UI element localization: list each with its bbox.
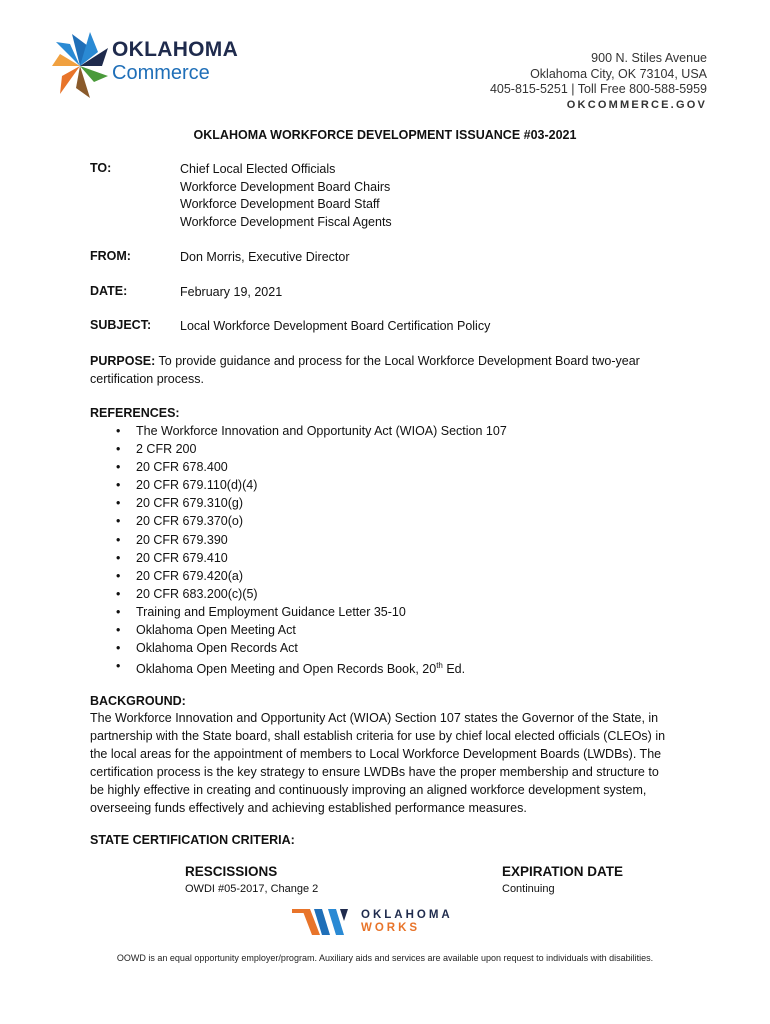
to-label: TO: [90, 161, 112, 175]
references-list [90, 422, 507, 678]
works-wordmark-oklahoma: OKLAHOMA [361, 909, 453, 921]
rescissions-value: OWDI #05-2017, Change 2 [185, 883, 319, 895]
background-line: certification process is the key strategy to ensure LWDBs have the proper membership and structure to [90, 765, 659, 779]
rescissions-heading: RESCISSIONS [185, 864, 278, 879]
background-line: overseeing funds effectively and achieving established performance measures. [90, 801, 527, 815]
list-item: • 20 CFR 679.390 [136, 531, 507, 549]
address-phone: 405-815-5251 | Toll Free 800-588-5959 [489, 82, 707, 96]
equal-opportunity-notice: OOWD is an equal opportunity employer/program. Auxiliary aids and services are available upon request to individuals with disabilities. [116, 953, 654, 963]
list-item: • 20 CFR 679.410 [136, 549, 507, 567]
list-item: • 20 CFR 683.200(c)(5) [136, 585, 507, 603]
background-paragraph [90, 709, 690, 817]
list-item: • 20 CFR 679.310(g) [136, 494, 507, 512]
purpose-text: To provide guidance and process for the Local Workforce Development Board two-year [158, 354, 640, 368]
from-label: FROM: [90, 249, 131, 263]
to-recipient: Workforce Development Fiscal Agents [180, 214, 392, 229]
reference-superscript: th [436, 661, 443, 671]
subject-label: SUBJECT: [90, 318, 152, 332]
date-label: DATE: [90, 284, 128, 298]
background-line: be highly effective in creating and continuously improving an aligned workforce development system, [90, 783, 647, 797]
oklahoma-works-logo-mark [292, 907, 352, 937]
reference-text: Oklahoma Open Meeting and Open Records Book, 20 [136, 662, 437, 677]
to-recipients [180, 161, 392, 231]
expiration-value: Continuing [502, 883, 555, 895]
reference-text-end: Ed. [442, 662, 466, 677]
address-city: Oklahoma City, OK 73104, USA [530, 67, 707, 81]
list-item: • 20 CFR 678.400 [136, 458, 507, 476]
list-item: • Oklahoma Open Meeting Act [136, 621, 507, 639]
list-item: • Oklahoma Open Records Act [136, 639, 507, 657]
references-label: REFERENCES: [90, 406, 180, 420]
list-item: • 20 CFR 679.420(a) [136, 567, 507, 585]
date-value: February 19, 2021 [180, 285, 283, 299]
purpose-text-cont: certification process. [90, 372, 204, 386]
background-line: partnership with the State board, shall establish criteria for use by chief local elected officials (CLEOs) in [90, 729, 666, 743]
subject-value: Local Workforce Development Board Certification Policy [180, 319, 491, 333]
logo-wordmark-commerce: Commerce [112, 62, 210, 84]
list-item: • 20 CFR 679.110(d)(4) [136, 476, 507, 494]
background-line: The Workforce Innovation and Opportunity Act (WIOA) Section 107 states the Governor of the State, in [90, 711, 659, 725]
background-label: BACKGROUND: [90, 694, 186, 708]
background-line: the local areas for the appointment of members to Local Workforce Development Boards (LWDBs). The [90, 747, 662, 761]
list-item: • 20 CFR 679.370(o) [136, 512, 507, 530]
expiration-heading: EXPIRATION DATE [502, 864, 624, 879]
document-title: OKLAHOMA WORKFORCE DEVELOPMENT ISSUANCE #03-2021 [193, 128, 577, 142]
works-wordmark-works: WORKS [361, 922, 421, 934]
purpose-paragraph [90, 352, 690, 388]
address-street: 900 N. Stiles Avenue [591, 51, 707, 65]
list-item: • Training and Employment Guidance Letter 35-10 [136, 603, 507, 621]
list-item: • The Workforce Innovation and Opportunity Act (WIOA) Section 107 [136, 422, 507, 440]
list-item [136, 657, 507, 678]
from-value: Don Morris, Executive Director [180, 250, 350, 264]
purpose-label: PURPOSE: [90, 354, 156, 368]
logo-wordmark-oklahoma: OKLAHOMA [112, 38, 239, 61]
criteria-label: STATE CERTIFICATION CRITERIA: [90, 833, 295, 847]
to-recipient: Workforce Development Board Staff [180, 197, 380, 211]
website-link[interactable]: OKCOMMERCE.GOV [566, 99, 707, 111]
to-recipient: Workforce Development Board Chairs [180, 179, 391, 194]
to-recipient: Chief Local Elected Officials [180, 162, 336, 176]
list-item: • 2 CFR 200 [136, 440, 507, 458]
